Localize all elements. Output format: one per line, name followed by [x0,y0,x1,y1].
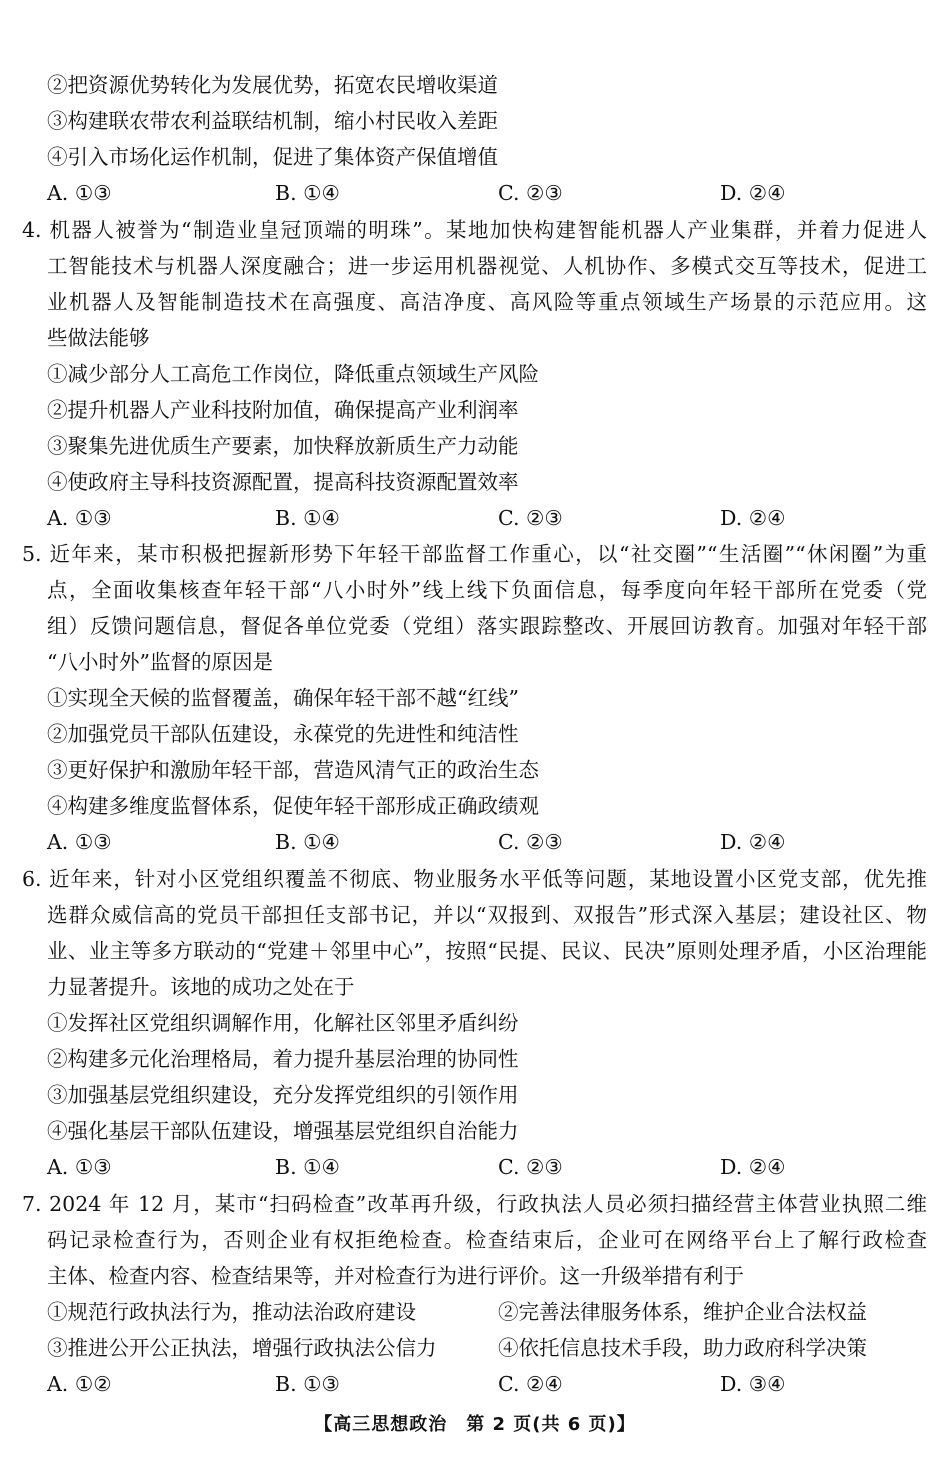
q4-stem-line-4: 些做法能够 [47,326,150,350]
q4-answer-a: A. ①③ [47,506,112,530]
q5-option-1: ①实现全天候的监督覆盖，确保年轻干部不越“红线” [47,686,519,710]
q7-stem-line-3: 主体、检查内容、检查结果等，并对检查行为进行评价。这一升级举措有利于 [47,1264,744,1288]
q7-option-4: ④依托信息技术手段，助力政府科学决策 [498,1336,867,1360]
q4-stem-line-1: 4. 机器人被誉为“制造业皇冠顶端的明珠”。某地加快构建智能机器人产业集群，并着力促进人 [22,218,927,242]
q7-option-1: ①规范行政执法行为，推动法治政府建设 [47,1300,416,1324]
q5-answer-a: A. ①③ [47,830,112,854]
q3-answer-d: D. ②④ [720,181,786,205]
q5-stem-line-1: 5. 近年来，某市积极把握新形势下年轻干部监督工作重心，以“社交圈”“生活圈”“休闲圈”为重 [22,542,927,566]
q5-stem-line-2: 点，全面收集核查年轻干部“八小时外”线上线下负面信息，每季度向年轻干部所在党委（党 [47,578,927,602]
q5-answer-d: D. ②④ [720,830,786,854]
q3-option-3: ③构建联农带农利益联结机制，缩小村民收入差距 [47,109,498,133]
q6-option-2: ②构建多元化治理格局，着力提升基层治理的协同性 [47,1047,519,1071]
q6-answer-d: D. ②④ [720,1155,786,1179]
q5-option-3: ③更好保护和激励年轻干部，营造风清气正的政治生态 [47,758,539,782]
q3-option-2: ②把资源优势转化为发展优势，拓宽农民增收渠道 [47,73,498,97]
q7-stem-line-2: 码记录检查行为，否则企业有权拒绝检查。检查结束后，企业可在网络平台上了解行政检查 [47,1228,927,1252]
q5-answer-c: C. ②③ [498,830,563,854]
q5-option-2: ②加强党员干部队伍建设，永葆党的先进性和纯洁性 [47,722,519,746]
q6-stem-line-3: 业、业主等多方联动的“党建＋邻里中心”，按照“民提、民议、民决”原则处理矛盾，小区治理能 [47,939,927,963]
q6-answer-c: C. ②③ [498,1155,563,1179]
q3-answer-a: A. ①③ [47,181,112,205]
q7-answer-c: C. ②④ [498,1372,563,1396]
q4-stem-line-2: 工智能技术与机器人深度融合；进一步运用机器视觉、人机协作、多模式交互等技术，促进工 [47,254,927,278]
q4-stem-line-3: 业机器人及智能制造技术在高强度、高洁净度、高风险等重点领域生产场景的示范应用。这 [47,290,927,314]
q4-answer-d: D. ②④ [720,506,786,530]
q3-answer-b: B. ①④ [275,181,340,205]
q4-answer-b: B. ①④ [275,506,340,530]
q7-answer-d: D. ③④ [720,1372,786,1396]
q3-answer-c: C. ②③ [498,181,563,205]
q6-option-4: ④强化基层干部队伍建设，增强基层党组织自治能力 [47,1119,519,1143]
q5-answer-b: B. ①④ [275,830,340,854]
q6-option-1: ①发挥社区党组织调解作用，化解社区邻里矛盾纠纷 [47,1011,519,1035]
q4-option-4: ④使政府主导科技资源配置，提高科技资源配置效率 [47,470,519,494]
page-footer: 【高三思想政治 第 2 页(共 6 页)】 [314,1414,636,1435]
q6-stem-line-1: 6. 近年来，针对小区党组织覆盖不彻底、物业服务水平低等问题，某地设置小区党支部，优先推 [22,867,927,891]
q4-option-1: ①减少部分人工高危工作岗位，降低重点领域生产风险 [47,362,539,386]
q7-stem-line-1: 7. 2024 年 12 月，某市“扫码检查”改革再升级，行政执法人员必须扫描经营主体营业执照二维 [22,1192,927,1216]
q6-answer-b: B. ①④ [275,1155,340,1179]
q6-stem-line-4: 力显著提升。该地的成功之处在于 [47,975,355,999]
q4-answer-c: C. ②③ [498,506,563,530]
q5-option-4: ④构建多维度监督体系，促使年轻干部形成正确政绩观 [47,794,539,818]
q3-option-4: ④引入市场化运作机制，促进了集体资产保值增值 [47,145,498,169]
q7-option-2: ②完善法律服务体系，维护企业合法权益 [498,1300,867,1324]
q7-answer-a: A. ①② [47,1372,112,1396]
q6-answer-a: A. ①③ [47,1155,112,1179]
q5-stem-line-3: 组）反馈问题信息，督促各单位党委（党组）落实跟踪整改、开展回访教育。加强对年轻干部 [47,614,927,638]
q6-stem-line-2: 选群众威信高的党员干部担任支部书记，并以“双报到、双报告”形式深入基层；建设社区、物 [47,903,927,927]
q4-option-3: ③聚集先进优质生产要素，加快释放新质生产力动能 [47,434,519,458]
q6-option-3: ③加强基层党组织建设，充分发挥党组织的引领作用 [47,1083,519,1107]
q5-stem-line-4: “八小时外”监督的原因是 [47,650,273,674]
q4-option-2: ②提升机器人产业科技附加值，确保提高产业利润率 [47,398,519,422]
q7-answer-b: B. ①③ [275,1372,340,1396]
q7-option-3: ③推进公开公正执法，增强行政执法公信力 [47,1336,437,1360]
